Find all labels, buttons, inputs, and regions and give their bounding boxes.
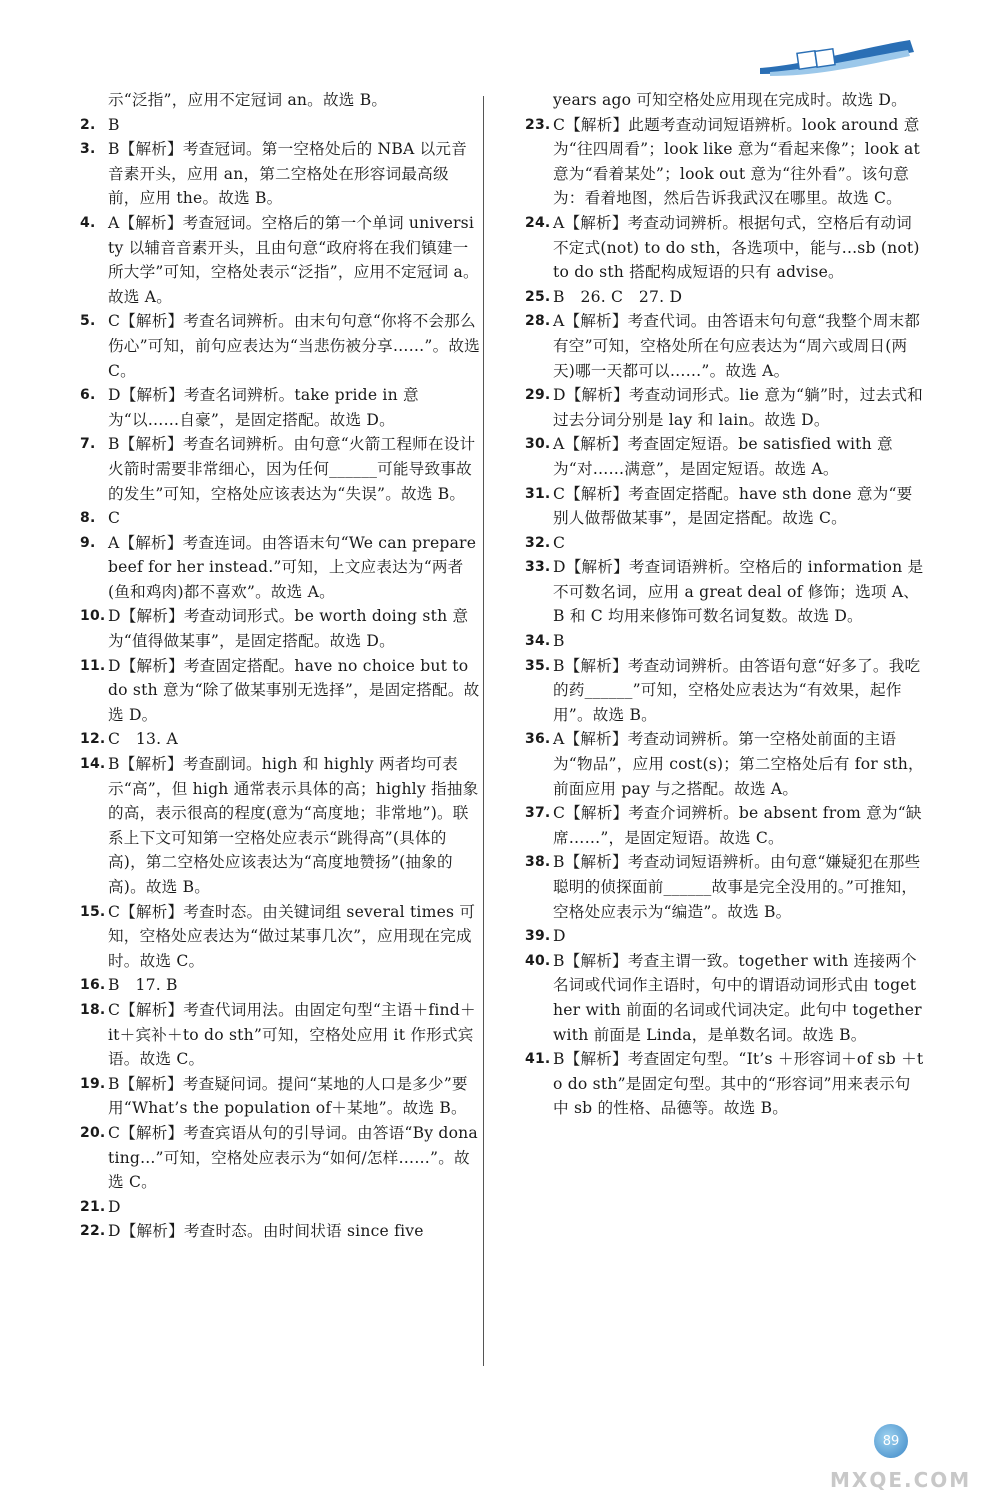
answer-number: 6.: [80, 387, 96, 404]
column-divider: [483, 96, 484, 1366]
answer-number: 37.: [525, 805, 551, 822]
answer-text: B: [553, 632, 565, 651]
answer-item: [525, 531, 925, 556]
answer-number: 16.: [80, 977, 106, 994]
answer-item: [80, 654, 480, 728]
answer-number: 11.: [80, 657, 106, 674]
answer-text: A【解析】考查动词辨析。第一空格处前面的主语为“物品”，应用 cost(s)；第二空格处后有 for sth，前面应用 pay 与之搭配。故选 A。: [553, 730, 924, 798]
header-swoosh-logo: [740, 34, 920, 84]
answer-number: 39.: [525, 928, 551, 945]
answer-text: B【解析】考查疑问词。提问“某地的人口是多少”要用“What’s the population of＋某地”。故选 B。: [108, 1074, 468, 1118]
answer-text: D: [553, 927, 566, 946]
answer-number: 40.: [525, 952, 551, 969]
answer-text: C【解析】此题考查动词短语辨析。look around 意为“往四周看”；look like 意为“看起来像”；look at 意为“看着某处”；look out 意为“往外看”。该句意为：看着地图，然后告诉我武汉在哪里。故选 C。: [553, 115, 920, 208]
answer-number: 3.: [80, 141, 96, 158]
answer-text: D【解析】考查动词形式。be worth doing sth 意为“值得做某事”，是固定搭配。故选 D。: [108, 607, 469, 651]
answer-text: B【解析】考查动词短语辨析。由句意“嫌疑犯在那些聪明的侦探面前______故事是完全没用的。”可推知，空格处应表示为“编造”。故选 B。: [553, 853, 921, 921]
answer-item: [525, 555, 925, 629]
answer-item: [525, 211, 925, 285]
answer-number: 4.: [80, 214, 96, 231]
answer-item: [80, 432, 480, 506]
answer-item: [80, 752, 480, 900]
answer-text: B【解析】考查动词辨析。由答语句意“好多了。我吃的药______”可知，空格处应表达为“有效果，起作用”。故选 B。: [553, 656, 921, 724]
answer-text: A【解析】考查动词辨析。根据句式，空格后有动词不定式(not) to do sth，各选项中，能与...sb (not) to do sth 搭配构成短语的只有 advise。: [553, 213, 920, 282]
answer-number: 33.: [525, 559, 551, 576]
answer-number: 29.: [525, 387, 551, 404]
answer-item: [80, 211, 480, 309]
answer-item: [80, 1195, 480, 1220]
answer-item: [525, 285, 925, 310]
answer-text: C【解析】考查固定搭配。have sth done 意为“要别人做帮做某事”，是固定搭配。故选 C。: [553, 484, 913, 528]
answer-text: B【解析】考查固定句型。“It’s ＋形容词＋of sb ＋to do sth”是固定句型。其中的“形容词”用来表示句中 sb 的性格、品德等。故选 B。: [553, 1050, 924, 1118]
answer-text: C【解析】考查宾语从句的引导词。由答语“By donating...”可知，空格处应表示为“如何/怎样……”。故选 C。: [108, 1123, 478, 1192]
answer-item: [80, 1219, 480, 1244]
answer-item: [525, 654, 925, 728]
answer-text: A【解析】考查连词。由答语末句“We can prepare beef for her instead.”可知，上文应表达为“两者(鱼和鸡肉)都不喜欢”。故选 A。: [108, 533, 477, 601]
answer-text: C: [108, 509, 121, 528]
answer-number: 34.: [525, 633, 551, 650]
answer-number: 20.: [80, 1124, 106, 1141]
answer-item: [525, 88, 925, 113]
answer-number: 18.: [80, 1001, 106, 1018]
page-number-badge: 89: [874, 1424, 908, 1458]
answer-item: [80, 531, 480, 605]
answer-number: 22.: [80, 1223, 106, 1240]
answer-number: 19.: [80, 1075, 106, 1092]
answer-number: 25.: [525, 288, 551, 305]
answer-text: 示“泛指”，应用不定冠词 an。故选 B。: [108, 91, 388, 109]
answer-item: [80, 383, 480, 432]
answer-text: B: [108, 115, 120, 134]
answer-item: [80, 727, 480, 752]
answer-text: D【解析】考查时态。由时间状语 since five: [108, 1222, 424, 1241]
answer-number: 36.: [525, 731, 551, 748]
answer-number: 12.: [80, 731, 106, 748]
answer-number: 2.: [80, 116, 96, 133]
answer-text: years ago 可知空格处应用现在完成时。故选 D。: [553, 91, 907, 109]
answer-text: C: [553, 533, 566, 552]
answer-number: 30.: [525, 436, 551, 453]
answer-text: C【解析】考查代词用法。由固定句型“主语＋find＋it＋宾补＋to do sth”可知，空格处应用 it 作形式宾语。故选 C。: [108, 1000, 476, 1069]
answer-text: B 26. C 27. D: [553, 287, 683, 306]
answer-text: B 17. B: [108, 976, 178, 995]
answer-text: B【解析】考查主谓一致。together with 连接两个名词或代词作主语时，句中的谓语动词形式由 together with 前面的名词或代词决定。此句中 together with 前面是 Linda，是单数名词。故选 B。: [553, 951, 922, 1044]
answer-number: 7.: [80, 436, 96, 453]
answer-text: D【解析】考查固定搭配。have no choice but to do sth 意为“除了做某事别无选择”，是固定搭配。故选 D。: [108, 656, 480, 724]
answer-item: [525, 924, 925, 949]
answer-number: [525, 88, 553, 113]
answer-number: 21.: [80, 1198, 106, 1215]
answer-item: [525, 727, 925, 801]
answer-number: 31.: [525, 485, 551, 502]
answer-text: D: [108, 1197, 121, 1216]
answer-number: 5.: [80, 313, 96, 330]
answer-item: [80, 900, 480, 974]
answer-number: 24.: [525, 214, 551, 231]
answer-text: D【解析】考查词语辨析。空格后的 information 是不可数名词，应用 a great deal of 修饰；选项 A、B 和 C 均用来修饰可数名词复数。故选 D。: [553, 558, 924, 626]
answer-item: [80, 137, 480, 211]
answer-item: [80, 973, 480, 998]
answer-number: 41.: [525, 1051, 551, 1068]
answer-item: [525, 113, 925, 211]
answer-item: [80, 88, 480, 113]
watermark-text: MXQE.COM: [830, 1468, 972, 1492]
answer-text: A【解析】考查固定短语。be satisfied with 意为“对……满意”，是固定短语。故选 A。: [553, 435, 893, 478]
answer-number: 10.: [80, 608, 106, 625]
answer-text: D【解析】考查动词形式。lie 意为“躺”时，过去式和过去分词分别是 lay 和 lain。故选 D。: [553, 386, 923, 429]
answer-text: B【解析】考查冠词。第一空格处后的 NBA 以元音音素开头，应用 an，第二空格处在形容词最高级前，应用 the。故选 B。: [108, 140, 468, 208]
answer-item: [80, 309, 480, 383]
answer-text: B【解析】考查副词。high 和 highly 两者均可表示“高”，但 high 通常表示具体的高；highly 指抽象的高，表示很高的程度(意为“高度地；非常地”)。联系上下文可知第一空格处应表示“跳得高”(具体的高)，第二空格处应该表达为“高度地赞扬”(抽象的高)。故选 B。: [108, 755, 479, 896]
answer-number: 35.: [525, 657, 551, 674]
answer-number: 14.: [80, 756, 106, 773]
right-answer-column: [525, 88, 925, 1121]
answer-number: 23.: [525, 116, 551, 133]
answer-number: 15.: [80, 903, 106, 920]
answer-number: 32.: [525, 534, 551, 551]
answer-item: [525, 482, 925, 531]
answer-text: C【解析】考查介词辨析。be absent from 意为“缺席……”，是固定短语。故选 C。: [553, 804, 922, 847]
answer-text: C【解析】考查名词辨析。由末句句意“你将不会那么伤心”可知，前句应表达为“当悲伤被分享……”。故选 C。: [108, 312, 480, 380]
answer-item: [525, 629, 925, 654]
answer-item: [80, 506, 480, 531]
answer-item: [525, 383, 925, 432]
answer-item: [525, 432, 925, 481]
answer-text: D【解析】考查名词辨析。take pride in 意为“以……自豪”，是固定搭配。故选 D。: [108, 386, 419, 429]
answer-item: [80, 998, 480, 1072]
answer-number: 38.: [525, 854, 551, 871]
answer-item: [525, 949, 925, 1047]
answer-text: A【解析】考查冠词。空格后的第一个单词 university 以辅音音素开头，且由句意“政府将在我们镇建一所大学”可知，空格处表示“泛指”，应用不定冠词 a。故选 A。: [108, 213, 479, 306]
answer-text: C 13. A: [108, 730, 178, 749]
answer-text: B【解析】考查名词辨析。由句意“火箭工程师在设计火箭时需要非常细心，因为任何______可能导致事故的发生”可知，空格处应该表达为“失误”。故选 B。: [108, 435, 476, 503]
answer-number: 8.: [80, 510, 96, 527]
answer-item: [80, 113, 480, 138]
answer-item: [80, 1072, 480, 1121]
answer-number: 28.: [525, 313, 551, 330]
answer-number: 9.: [80, 534, 96, 551]
answer-number: [80, 88, 108, 113]
answer-text: A【解析】考查代词。由答语末句句意“我整个周末都有空”可知，空格处所在句应表达为“周六或周日(两天)哪一天都可以……”。故选 A。: [553, 312, 921, 380]
answer-item: [525, 309, 925, 383]
answer-text: C【解析】考查时态。由关键词组 several times 可知，空格处应表达为“做过某事几次”，应用现在完成时。故选 C。: [108, 902, 476, 970]
answer-item: [525, 850, 925, 924]
answer-item: [80, 604, 480, 653]
answer-item: [525, 801, 925, 850]
answer-item: [525, 1047, 925, 1121]
answer-item: [80, 1121, 480, 1195]
left-answer-column: [80, 88, 480, 1244]
